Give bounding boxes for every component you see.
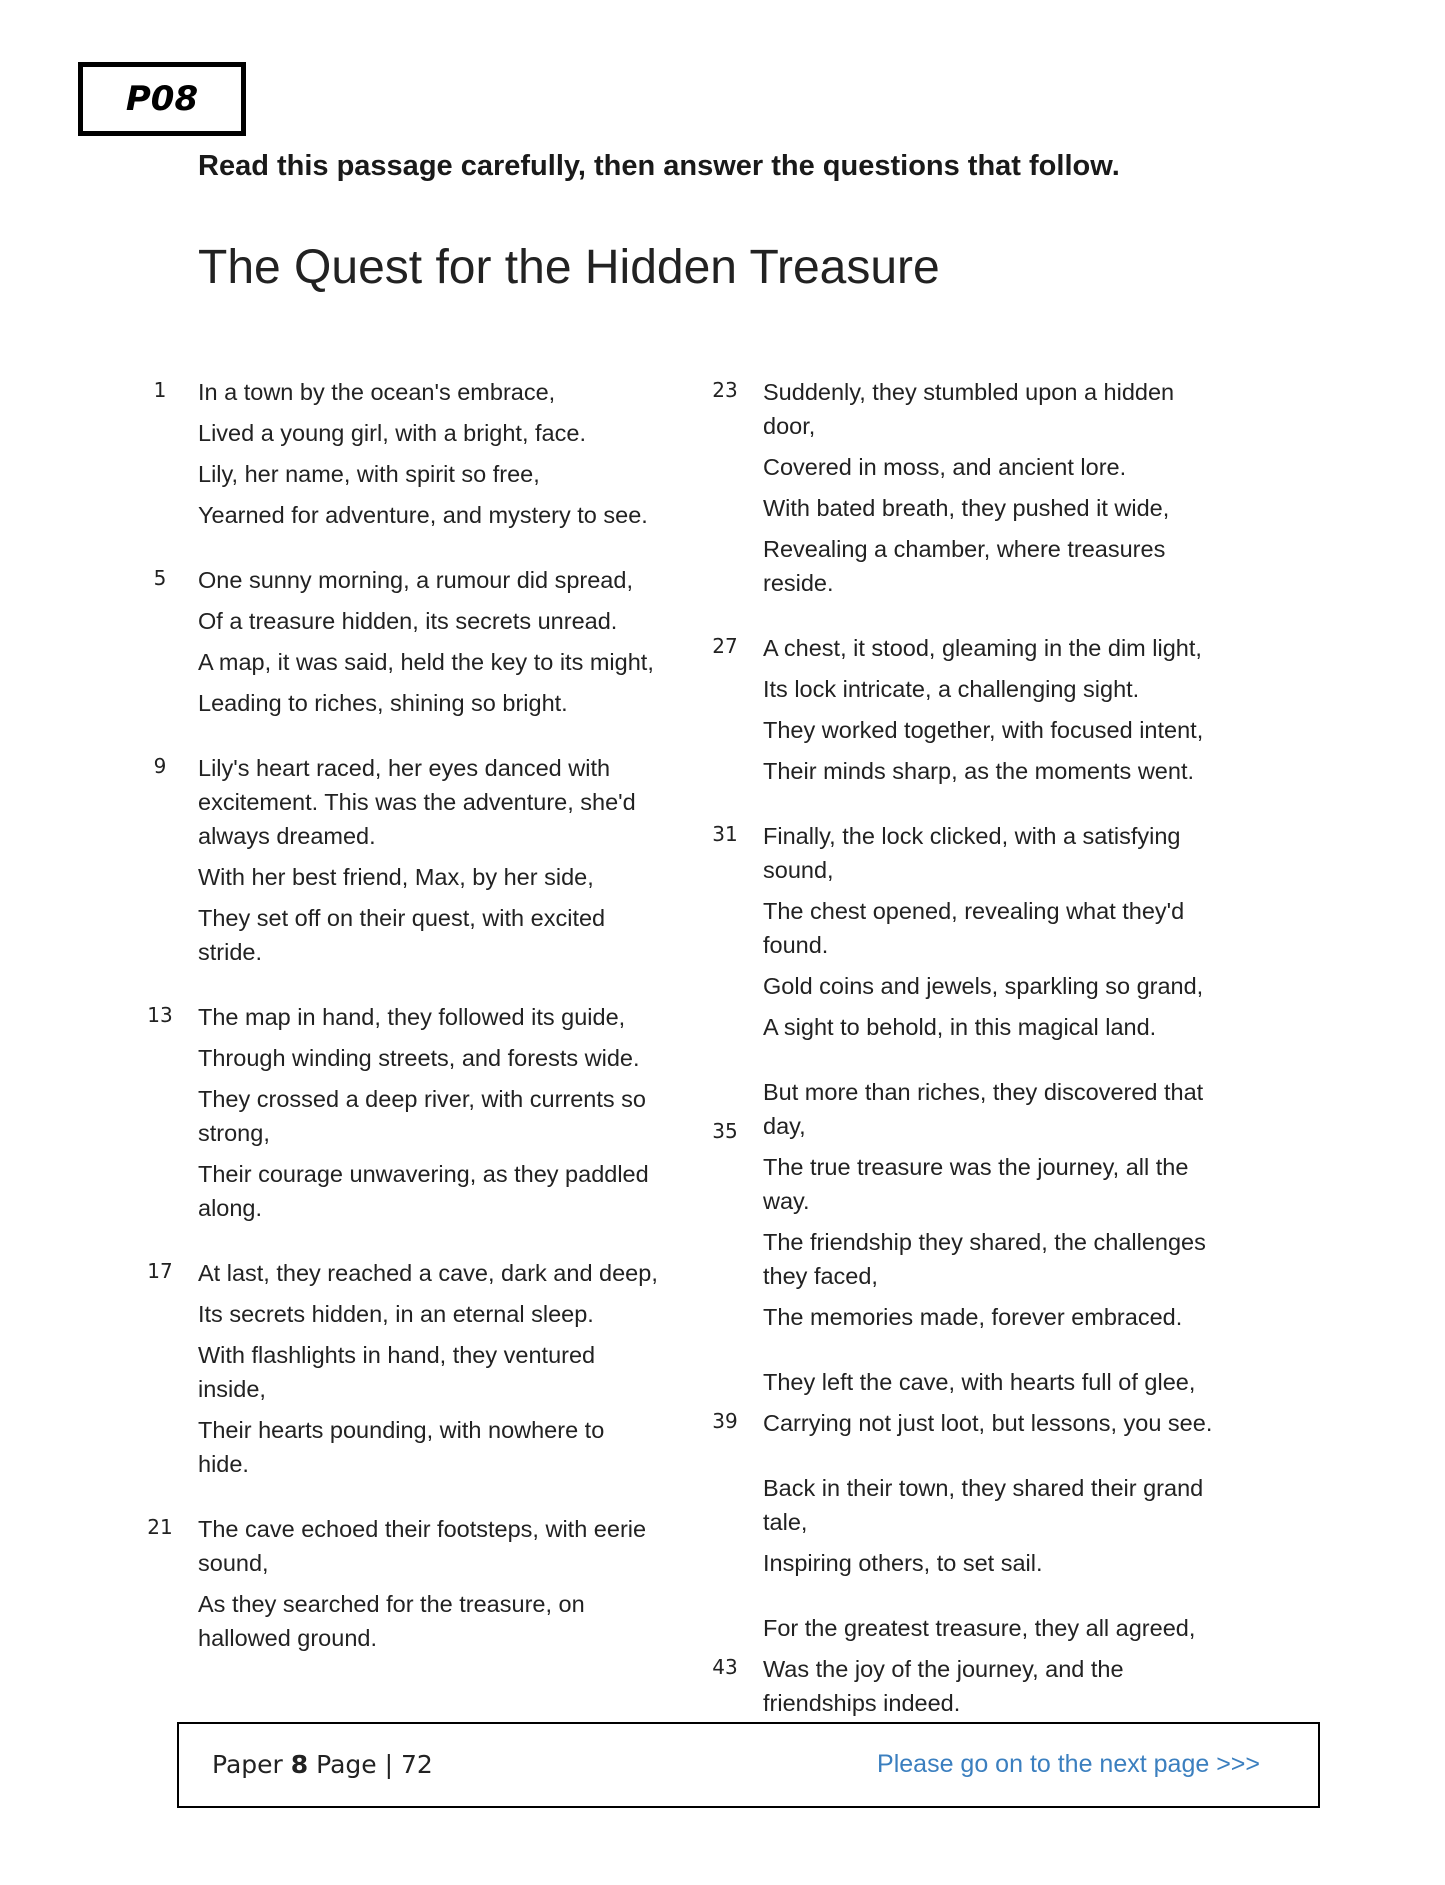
next-page-link[interactable]: Please go on to the next page >>> [877,1750,1260,1778]
stanza [705,1471,1225,1580]
poem-line: One sunny morning, a rumour did spread, [198,567,633,593]
poem-line: The memories made, forever embraced. [763,1304,1183,1330]
poem-line: Their hearts pounding, with nowhere to hide. [198,1417,605,1477]
line-number: 35 [712,1119,738,1143]
poem-line: They crossed a deep river, with currents so strong, [198,1086,647,1146]
instruction-text: Read this passage carefully, then answer the questions that follow. [198,150,1120,182]
line-number: 23 [712,378,738,402]
passage-title: The Quest for the Hidden Treasure [198,241,940,294]
stanza [705,1611,1225,1720]
line-number: 1 [153,378,167,402]
poem-line: Lived a young girl, with a bright, face. [198,420,586,446]
poem-line: The map in hand, they followed its guide, [198,1004,626,1030]
poem-left-column [140,375,660,1686]
page-separator: | [384,1750,394,1779]
page-number: 72 [401,1750,433,1779]
paper-code: P08 [125,79,199,119]
poem-line: Its secrets hidden, in an eternal sleep. [198,1301,594,1327]
poem-line: Gold coins and jewels, sparkling so grand, [763,973,1204,999]
poem-line: The cave echoed their footsteps, with eerie sound, [198,1516,647,1576]
poem-line: At last, they reached a cave, dark and deep, [198,1260,658,1286]
poem-line: They set off on their quest, with excited stride. [198,905,606,965]
poem-line: Covered in moss, and ancient lore. [763,454,1127,480]
poem-line: For the greatest treasure, they all agreed, [763,1615,1196,1641]
line-number: 17 [147,1259,173,1283]
poem-line: Its lock intricate, a challenging sight. [763,676,1140,702]
poem-line: They worked together, with focused intent, [763,717,1204,743]
stanza [705,631,1225,788]
poem-line: Suddenly, they stumbled upon a hidden door, [763,379,1175,439]
poem-line: They left the cave, with hearts full of glee, [763,1369,1196,1395]
stanza [140,375,660,532]
poem-line: The true treasure was the journey, all the way. [763,1154,1189,1214]
stanza [140,751,660,969]
paper-number: 8 [290,1750,309,1779]
poem-line: As they searched for the treasure, on hallowed ground. [198,1591,585,1651]
stanza [140,563,660,720]
line-number: 43 [712,1655,738,1679]
stanza [140,1256,660,1481]
poem-line: In a town by the ocean's embrace, [198,379,556,405]
poem-line: A sight to behold, in this magical land. [763,1014,1157,1040]
stanza [705,1075,1225,1334]
line-number: 31 [712,822,738,846]
poem-line: Of a treasure hidden, its secrets unread. [198,608,618,634]
line-number: 21 [147,1515,173,1539]
poem-line: But more than riches, they discovered that day, [763,1079,1204,1139]
poem-line: Lily, her name, with spirit so free, [198,461,540,487]
poem-line: The friendship they shared, the challenges they faced, [763,1229,1206,1289]
stanza [705,375,1225,600]
poem-line: Leading to riches, shining so bright. [198,690,568,716]
poem-line: The chest opened, revealing what they'd found. [763,898,1185,958]
line-number: 27 [712,634,738,658]
poem-line: Was the joy of the journey, and the friendships indeed. [763,1656,1124,1716]
poem-line: Revealing a chamber, where treasures reside. [763,536,1166,596]
poem-line: Carrying not just loot, but lessons, you see. [763,1410,1213,1436]
poem-line: Through winding streets, and forests wide. [198,1045,640,1071]
poem-line: Back in their town, they shared their grand tale, [763,1475,1204,1535]
line-number: 5 [153,566,167,590]
poem-line: With flashlights in hand, they ventured inside, [198,1342,596,1402]
poem-line: With her best friend, Max, by her side, [198,864,594,890]
poem-line: Their courage unwavering, as they paddled along. [198,1161,649,1221]
poem-line: A chest, it stood, gleaming in the dim light, [763,635,1202,661]
poem-line: With bated breath, they pushed it wide, [763,495,1170,521]
paper-code-box [78,62,246,136]
page-footer [177,1722,1320,1808]
poem-line: Lily's heart raced, her eyes danced with excitement. This was the adventure, she'd always dreamed. [198,755,636,849]
stanza [705,1365,1225,1440]
page-label [212,1750,433,1779]
stanza [705,819,1225,1044]
line-number: 9 [153,754,167,778]
poem-line: Finally, the lock clicked, with a satisfying sound, [763,823,1181,883]
poem-line: Inspiring others, to set sail. [763,1550,1043,1576]
paper-prefix: Paper [212,1750,283,1779]
stanza [140,1000,660,1225]
page-word: Page [316,1750,377,1779]
poem-line: Yearned for adventure, and mystery to see. [198,502,648,528]
stanza [140,1512,660,1655]
line-number: 39 [712,1409,738,1433]
poem-right-column [705,375,1225,1751]
line-number: 13 [147,1003,173,1027]
poem-line: Their minds sharp, as the moments went. [763,758,1195,784]
poem-line: A map, it was said, held the key to its might, [198,649,654,675]
